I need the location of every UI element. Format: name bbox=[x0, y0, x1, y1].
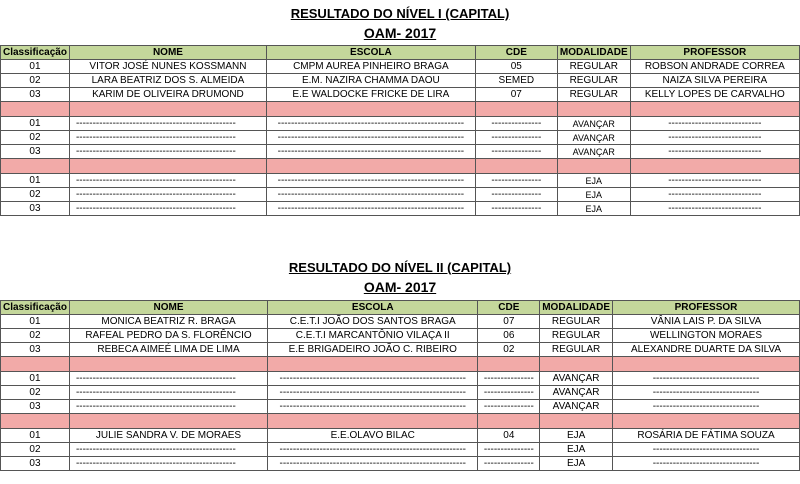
column-header: NOME bbox=[69, 301, 267, 315]
escola-cell bbox=[268, 357, 478, 372]
cde-cell: --------------- bbox=[475, 202, 557, 216]
professor-cell bbox=[613, 357, 800, 372]
nome-cell: LARA BEATRIZ DOS S. ALMEIDA bbox=[69, 74, 266, 88]
escola-cell: E.E WALDOCKE FRICKE DE LIRA bbox=[266, 88, 475, 102]
escola-cell: -------------------------------------------------------- bbox=[266, 117, 475, 131]
modalidade-cell: AVANÇAR bbox=[540, 386, 613, 400]
classificacao-cell: 03 bbox=[1, 457, 70, 471]
column-header: MODALIDADE bbox=[557, 46, 630, 60]
table-row bbox=[1, 400, 800, 414]
cde-cell bbox=[478, 357, 540, 372]
modalidade-cell: EJA bbox=[557, 188, 630, 202]
cde-cell: --------------- bbox=[475, 188, 557, 202]
section-subtitle: OAM- 2017 bbox=[363, 25, 437, 41]
classificacao-cell: 01 bbox=[1, 60, 70, 74]
results-table bbox=[0, 45, 800, 216]
classificacao-cell: 01 bbox=[1, 315, 70, 329]
nome-cell: ------------------------------------------------ bbox=[69, 145, 266, 159]
table-row bbox=[1, 443, 800, 457]
escola-cell: -------------------------------------------------------- bbox=[268, 400, 478, 414]
professor-cell: KELLY LOPES DE CARVALHO bbox=[630, 88, 799, 102]
classificacao-cell bbox=[1, 414, 70, 429]
classificacao-cell: 03 bbox=[1, 343, 70, 357]
column-header: PROFESSOR bbox=[630, 46, 799, 60]
nome-cell bbox=[69, 159, 266, 174]
table-row bbox=[1, 372, 800, 386]
separator-row bbox=[1, 414, 800, 429]
classificacao-cell bbox=[1, 159, 70, 174]
table-header-row bbox=[1, 46, 800, 60]
nome-cell bbox=[69, 414, 267, 429]
classificacao-cell: 01 bbox=[1, 429, 70, 443]
modalidade-cell bbox=[557, 159, 630, 174]
escola-cell: E.E BRIGADEIRO JOÃO C. RIBEIRO bbox=[268, 343, 478, 357]
column-header: NOME bbox=[69, 46, 266, 60]
nome-cell: ------------------------------------------------ bbox=[69, 174, 266, 188]
nome-cell: ------------------------------------------------ bbox=[69, 400, 267, 414]
cde-cell bbox=[478, 414, 540, 429]
modalidade-cell: AVANÇAR bbox=[557, 145, 630, 159]
escola-cell: -------------------------------------------------------- bbox=[268, 443, 478, 457]
table-header-row bbox=[1, 301, 800, 315]
escola-cell: -------------------------------------------------------- bbox=[268, 457, 478, 471]
section-level-2 bbox=[0, 260, 800, 469]
professor-cell: ---------------------------- bbox=[630, 202, 799, 216]
classificacao-cell: 03 bbox=[1, 202, 70, 216]
escola-cell: E.E.OLAVO BILAC bbox=[268, 429, 478, 443]
modalidade-cell bbox=[540, 414, 613, 429]
modalidade-cell: REGULAR bbox=[540, 343, 613, 357]
nome-cell: ------------------------------------------------ bbox=[69, 457, 267, 471]
escola-cell: E.M. NAZIRA CHAMMA DAOU bbox=[266, 74, 475, 88]
modalidade-cell: AVANÇAR bbox=[557, 131, 630, 145]
cde-cell: --------------- bbox=[475, 174, 557, 188]
table-row bbox=[1, 343, 800, 357]
professor-cell: ---------------------------- bbox=[630, 145, 799, 159]
cde-cell: --------------- bbox=[478, 457, 540, 471]
modalidade-cell: EJA bbox=[557, 202, 630, 216]
modalidade-cell: EJA bbox=[557, 174, 630, 188]
cde-cell bbox=[475, 159, 557, 174]
professor-cell: -------------------------------- bbox=[613, 400, 800, 414]
nome-cell: VITOR JOSÉ NUNES KOSSMANN bbox=[69, 60, 266, 74]
professor-cell: ROBSON ANDRADE CORREA bbox=[630, 60, 799, 74]
modalidade-cell: REGULAR bbox=[557, 74, 630, 88]
nome-cell: KARIM DE OLIVEIRA DRUMOND bbox=[69, 88, 266, 102]
classificacao-cell: 01 bbox=[1, 117, 70, 131]
cde-cell: 04 bbox=[478, 429, 540, 443]
classificacao-cell: 03 bbox=[1, 145, 70, 159]
table-row bbox=[1, 117, 800, 131]
column-header: Classificação bbox=[1, 46, 70, 60]
cde-cell: --------------- bbox=[475, 145, 557, 159]
classificacao-cell: 02 bbox=[1, 74, 70, 88]
separator-row bbox=[1, 102, 800, 117]
professor-cell: NAIZA SILVA PEREIRA bbox=[630, 74, 799, 88]
column-header: MODALIDADE bbox=[540, 301, 613, 315]
escola-cell: -------------------------------------------------------- bbox=[266, 202, 475, 216]
professor-cell bbox=[630, 159, 799, 174]
column-header: CDE bbox=[475, 46, 557, 60]
nome-cell: ------------------------------------------------ bbox=[69, 202, 266, 216]
table-row bbox=[1, 88, 800, 102]
professor-cell: -------------------------------- bbox=[613, 372, 800, 386]
classificacao-cell: 01 bbox=[1, 174, 70, 188]
column-header: Classificação bbox=[1, 301, 70, 315]
section-subtitle: OAM- 2017 bbox=[363, 279, 437, 295]
escola-cell: -------------------------------------------------------- bbox=[266, 174, 475, 188]
column-header: ESCOLA bbox=[266, 46, 475, 60]
escola-cell: CMPM AUREA PINHEIRO BRAGA bbox=[266, 60, 475, 74]
column-header: ESCOLA bbox=[268, 301, 478, 315]
professor-cell: -------------------------------- bbox=[613, 443, 800, 457]
section-title: RESULTADO DO NÍVEL I (CAPITAL) bbox=[290, 6, 510, 21]
escola-cell bbox=[266, 159, 475, 174]
nome-cell: JULIE SANDRA V. DE MORAES bbox=[69, 429, 267, 443]
modalidade-cell: EJA bbox=[540, 429, 613, 443]
cde-cell: 07 bbox=[478, 315, 540, 329]
cde-cell: --------------- bbox=[478, 386, 540, 400]
table-row bbox=[1, 188, 800, 202]
table-row bbox=[1, 174, 800, 188]
professor-cell: ---------------------------- bbox=[630, 117, 799, 131]
classificacao-cell: 02 bbox=[1, 188, 70, 202]
nome-cell: ------------------------------------------------ bbox=[69, 188, 266, 202]
cde-cell bbox=[475, 102, 557, 117]
escola-cell: -------------------------------------------------------- bbox=[268, 372, 478, 386]
nome-cell: ------------------------------------------------ bbox=[69, 372, 267, 386]
table-row bbox=[1, 131, 800, 145]
table-row bbox=[1, 386, 800, 400]
table-row bbox=[1, 315, 800, 329]
modalidade-cell: AVANÇAR bbox=[557, 117, 630, 131]
column-header: CDE bbox=[478, 301, 540, 315]
nome-cell: ------------------------------------------------ bbox=[69, 443, 267, 457]
cde-cell: --------------- bbox=[475, 117, 557, 131]
cde-cell: 06 bbox=[478, 329, 540, 343]
separator-row bbox=[1, 357, 800, 372]
escola-cell: C.E.T.I MARCANTÔNIO VILAÇA II bbox=[268, 329, 478, 343]
results-table bbox=[0, 300, 800, 471]
professor-cell: ALEXANDRE DUARTE DA SILVA bbox=[613, 343, 800, 357]
escola-cell: -------------------------------------------------------- bbox=[266, 145, 475, 159]
escola-cell: C.E.T.I JOÃO DOS SANTOS BRAGA bbox=[268, 315, 478, 329]
modalidade-cell bbox=[540, 357, 613, 372]
professor-cell: ROSÁRIA DE FÁTIMA SOUZA bbox=[613, 429, 800, 443]
cde-cell: --------------- bbox=[475, 131, 557, 145]
classificacao-cell: 02 bbox=[1, 131, 70, 145]
escola-cell bbox=[268, 414, 478, 429]
cde-cell: SEMED bbox=[475, 74, 557, 88]
professor-cell: -------------------------------- bbox=[613, 457, 800, 471]
classificacao-cell: 03 bbox=[1, 88, 70, 102]
classificacao-cell bbox=[1, 357, 70, 372]
nome-cell: ------------------------------------------------ bbox=[69, 117, 266, 131]
cde-cell: 05 bbox=[475, 60, 557, 74]
professor-cell: ---------------------------- bbox=[630, 188, 799, 202]
nome-cell: RAFEAL PEDRO DA S. FLORÊNCIO bbox=[69, 329, 267, 343]
cde-cell: --------------- bbox=[478, 443, 540, 457]
nome-cell bbox=[69, 357, 267, 372]
classificacao-cell: 02 bbox=[1, 386, 70, 400]
professor-cell: WELLINGTON MORAES bbox=[613, 329, 800, 343]
professor-cell: ---------------------------- bbox=[630, 174, 799, 188]
escola-cell bbox=[266, 102, 475, 117]
table-row bbox=[1, 145, 800, 159]
classificacao-cell: 01 bbox=[1, 372, 70, 386]
cde-cell: 02 bbox=[478, 343, 540, 357]
table-row bbox=[1, 429, 800, 443]
escola-cell: -------------------------------------------------------- bbox=[266, 188, 475, 202]
table-row bbox=[1, 60, 800, 74]
section-title: RESULTADO DO NÍVEL II (CAPITAL) bbox=[288, 260, 512, 275]
modalidade-cell: AVANÇAR bbox=[540, 372, 613, 386]
table-row bbox=[1, 202, 800, 216]
cde-cell: 07 bbox=[475, 88, 557, 102]
classificacao-cell: 02 bbox=[1, 329, 70, 343]
classificacao-cell bbox=[1, 102, 70, 117]
professor-cell: ---------------------------- bbox=[630, 131, 799, 145]
classificacao-cell: 03 bbox=[1, 400, 70, 414]
table-row bbox=[1, 74, 800, 88]
nome-cell bbox=[69, 102, 266, 117]
modalidade-cell: EJA bbox=[540, 457, 613, 471]
escola-cell: -------------------------------------------------------- bbox=[266, 131, 475, 145]
escola-cell: -------------------------------------------------------- bbox=[268, 386, 478, 400]
nome-cell: MONICA BEATRIZ R. BRAGA bbox=[69, 315, 267, 329]
column-header: PROFESSOR bbox=[613, 301, 800, 315]
modalidade-cell bbox=[557, 102, 630, 117]
nome-cell: REBECA AIMEÉ LIMA DE LIMA bbox=[69, 343, 267, 357]
professor-cell bbox=[613, 414, 800, 429]
modalidade-cell: REGULAR bbox=[540, 329, 613, 343]
cde-cell: --------------- bbox=[478, 372, 540, 386]
nome-cell: ------------------------------------------------ bbox=[69, 131, 266, 145]
cde-cell: --------------- bbox=[478, 400, 540, 414]
nome-cell: ------------------------------------------------ bbox=[69, 386, 267, 400]
section-level-1 bbox=[0, 6, 800, 214]
separator-row bbox=[1, 159, 800, 174]
table-row bbox=[1, 329, 800, 343]
table-row bbox=[1, 457, 800, 471]
classificacao-cell: 02 bbox=[1, 443, 70, 457]
modalidade-cell: EJA bbox=[540, 443, 613, 457]
professor-cell: -------------------------------- bbox=[613, 386, 800, 400]
professor-cell: VÂNIA LAIS P. DA SILVA bbox=[613, 315, 800, 329]
professor-cell bbox=[630, 102, 799, 117]
modalidade-cell: AVANÇAR bbox=[540, 400, 613, 414]
modalidade-cell: REGULAR bbox=[557, 88, 630, 102]
modalidade-cell: REGULAR bbox=[557, 60, 630, 74]
modalidade-cell: REGULAR bbox=[540, 315, 613, 329]
